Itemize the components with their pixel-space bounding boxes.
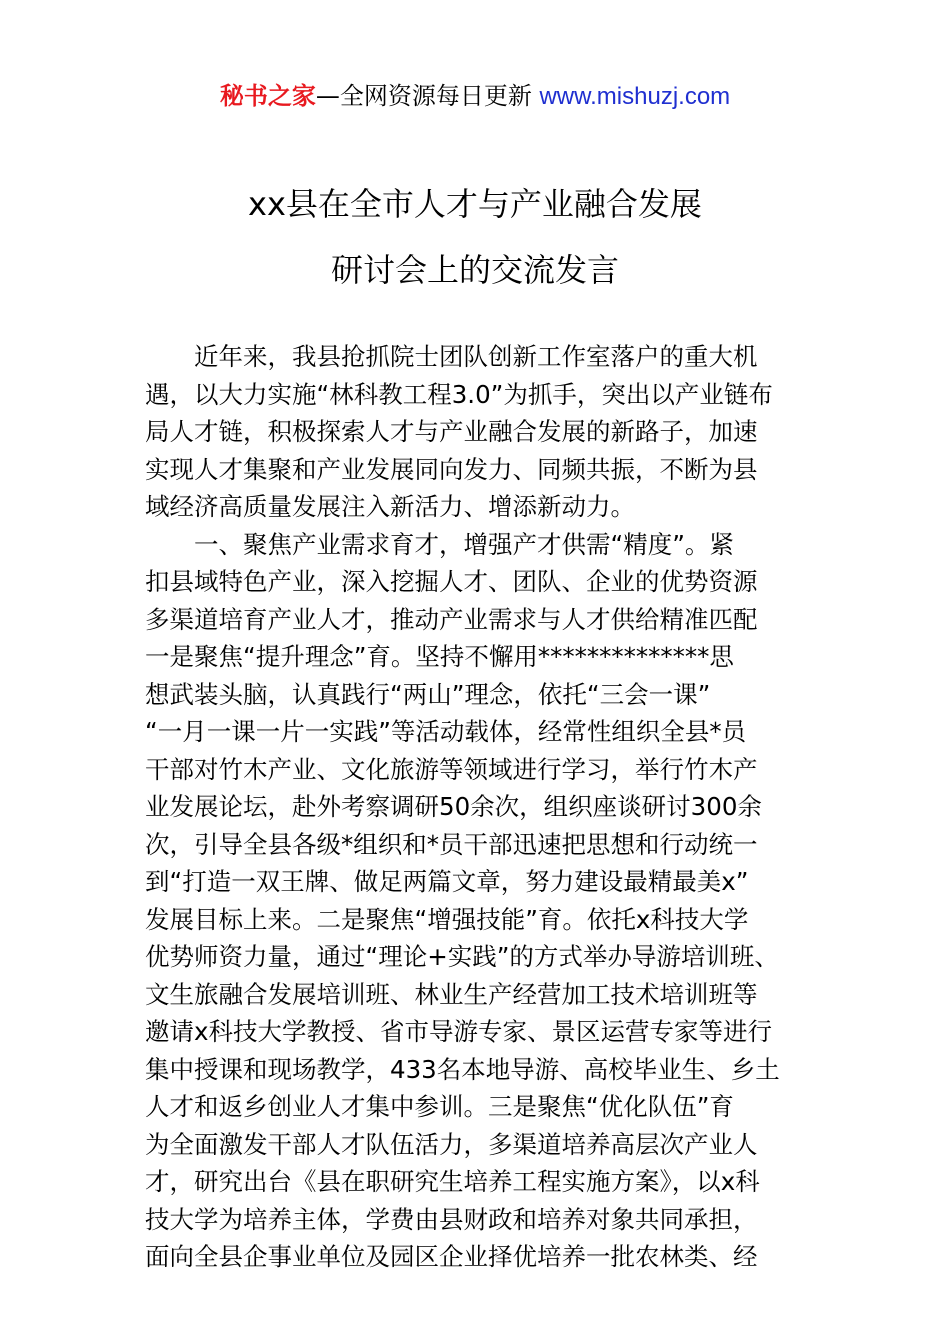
body-line: 才，研究出台《县在职研究生培养工程实施方案》，以x科 bbox=[145, 1167, 760, 1196]
body-line: 业发展论坛，赴外考察调研50余次，组织座谈研讨300余 bbox=[145, 792, 762, 821]
body-line: 想武装头脑，认真践行“两山”理念，依托“三会一课” bbox=[145, 679, 711, 709]
body-line: 为全面激发干部人才队伍活力，多渠道培养高层次产业人 bbox=[145, 1129, 758, 1159]
body-line: 邀请x科技大学教授、省市导游专家、景区运营专家等进行 bbox=[145, 1017, 772, 1046]
body-line: 一是聚焦“提升理念”育。坚持不懈用**************思 bbox=[145, 642, 734, 671]
body-line: 扣县域特色产业，深入挖掘人才、团队、企业的优势资源 bbox=[145, 567, 758, 596]
body-line: 文生旅融合发展培训班、林业生产经营加工技术培训班等 bbox=[145, 979, 758, 1009]
body-line: 近年来，我县抢抓院士团队创新工作室落户的重大机 bbox=[145, 342, 758, 371]
body-line: 次，引导全县各级*组织和*员干部迅速把思想和行动统一 bbox=[145, 829, 758, 859]
body-line: 遇，以大力实施“林科教工程3.0”为抓手，突出以产业链布 bbox=[145, 379, 773, 409]
body-line: 域经济高质量发展注入新活力、增添新动力。 bbox=[145, 492, 635, 521]
document-title-line-1: xx县在全市人才与产业融合发展 bbox=[248, 185, 702, 223]
body-line: 面向全县企事业单位及园区企业择优培养一批农林类、经 bbox=[145, 1242, 758, 1271]
brand-name: 秘书之家 bbox=[219, 82, 316, 110]
body-line: 干部对竹木产业、文化旅游等领域进行学习，举行竹木产 bbox=[145, 754, 758, 784]
body-line: 优势师资力量，通过“理论+实践”的方式举办导游培训班、 bbox=[145, 942, 779, 971]
body-line: 技大学为培养主体，学费由县财政和培养对象共同承担， bbox=[145, 1204, 758, 1234]
body-line: “一月一课一片一实践”等活动载体，经常性组织全县*员 bbox=[145, 717, 747, 746]
document-title-line-2: 研讨会上的交流发言 bbox=[330, 251, 619, 289]
body-line: 人才和返乡创业人才集中参训。三是聚焦“优化队伍”育 bbox=[145, 1092, 734, 1121]
body-line: 局人才链，积极探索人才与产业融合发展的新路子，加速 bbox=[145, 417, 758, 446]
body-line: 实现人才集聚和产业发展同向发力、同频共振，不断为县 bbox=[145, 454, 758, 484]
document-body bbox=[145, 338, 810, 1276]
site-url-link[interactable]: www.mishuzj.com bbox=[539, 83, 731, 110]
body-line: 到“打造一双王牌、做足两篇文章，努力建设最精最美x” bbox=[145, 867, 749, 896]
site-header bbox=[0, 80, 950, 113]
header-tagline: —全网资源每日更新 bbox=[315, 82, 540, 110]
body-line: 发展目标上来。二是聚焦“增强技能”育。依托x科技大学 bbox=[145, 904, 749, 934]
body-line: 多渠道培育产业人才，推动产业需求与人才供给精准匹配 bbox=[145, 604, 758, 634]
body-line: 集中授课和现场教学，433名本地导游、高校毕业生、乡土 bbox=[145, 1054, 780, 1084]
body-line: 一、聚焦产业需求育才，增强产才供需“精度”。紧 bbox=[145, 529, 734, 559]
